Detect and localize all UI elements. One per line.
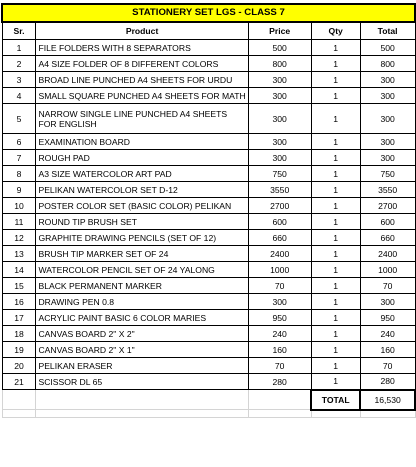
empty-cell[interactable] bbox=[248, 410, 311, 418]
table-row bbox=[2, 88, 415, 104]
row-total-cell[interactable]: 280 bbox=[360, 374, 415, 390]
table-row bbox=[2, 104, 415, 134]
row-product-cell[interactable]: POSTER COLOR SET (BASIC COLOR) PELIKAN bbox=[36, 198, 248, 214]
row-sr-cell[interactable]: 20 bbox=[2, 358, 36, 374]
row-sr-cell[interactable]: 4 bbox=[2, 88, 36, 104]
sheet-title: STATIONERY SET LGS - CLASS 7 bbox=[2, 4, 415, 22]
table-row bbox=[2, 374, 415, 390]
row-qty-cell[interactable]: 1 bbox=[311, 278, 360, 294]
row-product-cell[interactable]: FILE FOLDERS WITH 8 SEPARATORS bbox=[36, 40, 248, 56]
row-price-cell[interactable]: 750 bbox=[248, 166, 311, 182]
row-product-cell[interactable]: A4 SIZE FOLDER OF 8 DIFFERENT COLORS bbox=[36, 56, 248, 72]
row-price-cell[interactable]: 300 bbox=[248, 294, 311, 310]
row-sr-cell[interactable]: 5 bbox=[2, 104, 36, 134]
blank-cell[interactable] bbox=[36, 390, 248, 410]
row-total-cell[interactable]: 160 bbox=[360, 342, 415, 358]
table-row bbox=[2, 182, 415, 198]
row-product-cell[interactable]: BLACK PERMANENT MARKER bbox=[36, 278, 248, 294]
table-row bbox=[2, 246, 415, 262]
row-total-cell[interactable]: 300 bbox=[360, 134, 415, 150]
row-price-cell[interactable]: 300 bbox=[248, 72, 311, 88]
row-total-cell[interactable]: 300 bbox=[360, 72, 415, 88]
table-row bbox=[2, 278, 415, 294]
row-total-cell[interactable]: 70 bbox=[360, 278, 415, 294]
row-product-cell[interactable]: ACRYLIC PAINT BASIC 6 COLOR MARIES bbox=[36, 310, 248, 326]
row-price-cell[interactable]: 500 bbox=[248, 40, 311, 56]
row-total-cell[interactable]: 500 bbox=[360, 40, 415, 56]
row-qty-cell[interactable]: 1 bbox=[311, 134, 360, 150]
row-qty-cell[interactable]: 1 bbox=[311, 56, 360, 72]
row-sr-cell[interactable]: 11 bbox=[2, 214, 36, 230]
header-sr[interactable]: Sr. bbox=[2, 22, 36, 40]
table-row bbox=[2, 262, 415, 278]
row-product-cell[interactable]: EXAMINATION BOARD bbox=[36, 134, 248, 150]
row-sr-cell[interactable]: 14 bbox=[2, 262, 36, 278]
table-row bbox=[2, 150, 415, 166]
table-row bbox=[2, 230, 415, 246]
row-product-cell[interactable]: PELIKAN WATERCOLOR SET D-12 bbox=[36, 182, 248, 198]
row-total-cell[interactable]: 300 bbox=[360, 294, 415, 310]
empty-row bbox=[2, 410, 415, 418]
row-price-cell[interactable]: 3550 bbox=[248, 182, 311, 198]
row-total-cell[interactable]: 800 bbox=[360, 56, 415, 72]
row-qty-cell[interactable]: 1 bbox=[311, 246, 360, 262]
table-row bbox=[2, 358, 415, 374]
empty-cell[interactable] bbox=[360, 410, 415, 418]
row-product-cell[interactable]: NARROW SINGLE LINE PUNCHED A4 SHEETS FOR ENGLISH bbox=[36, 104, 248, 134]
row-price-cell[interactable]: 600 bbox=[248, 214, 311, 230]
table-row bbox=[2, 310, 415, 326]
table-row bbox=[2, 214, 415, 230]
total-value[interactable]: 16,530 bbox=[360, 390, 415, 410]
table-row bbox=[2, 134, 415, 150]
blank-cell[interactable] bbox=[248, 390, 311, 410]
row-product-cell[interactable]: A3 SIZE WATERCOLOR ART PAD bbox=[36, 166, 248, 182]
row-price-cell[interactable]: 800 bbox=[248, 56, 311, 72]
row-sr-cell[interactable]: 7 bbox=[2, 150, 36, 166]
row-product-cell[interactable]: ROUND TIP BRUSH SET bbox=[36, 214, 248, 230]
row-price-cell[interactable]: 240 bbox=[248, 326, 311, 342]
row-total-cell[interactable]: 240 bbox=[360, 326, 415, 342]
row-qty-cell[interactable]: 1 bbox=[311, 104, 360, 134]
row-product-cell[interactable]: BRUSH TIP MARKER SET OF 24 bbox=[36, 246, 248, 262]
row-total-cell[interactable]: 950 bbox=[360, 310, 415, 326]
row-total-cell[interactable]: 70 bbox=[360, 358, 415, 374]
header-total[interactable]: Total bbox=[360, 22, 415, 40]
table-row bbox=[2, 72, 415, 88]
row-sr-cell[interactable]: 12 bbox=[2, 230, 36, 246]
row-product-cell[interactable]: CANVAS BOARD 2" X 2" bbox=[36, 326, 248, 342]
row-product-cell[interactable]: PELIKAN ERASER bbox=[36, 358, 248, 374]
row-price-cell[interactable]: 300 bbox=[248, 88, 311, 104]
row-total-cell[interactable]: 1000 bbox=[360, 262, 415, 278]
row-price-cell[interactable]: 2700 bbox=[248, 198, 311, 214]
row-total-cell[interactable]: 2700 bbox=[360, 198, 415, 214]
row-sr-cell[interactable]: 15 bbox=[2, 278, 36, 294]
row-price-cell[interactable]: 70 bbox=[248, 358, 311, 374]
row-product-cell[interactable]: ROUGH PAD bbox=[36, 150, 248, 166]
row-sr-cell[interactable]: 3 bbox=[2, 72, 36, 88]
row-total-cell[interactable]: 750 bbox=[360, 166, 415, 182]
row-sr-cell[interactable]: 21 bbox=[2, 374, 36, 390]
row-sr-cell[interactable]: 19 bbox=[2, 342, 36, 358]
row-total-cell[interactable]: 600 bbox=[360, 214, 415, 230]
row-qty-cell[interactable]: 1 bbox=[311, 310, 360, 326]
row-price-cell[interactable]: 2400 bbox=[248, 246, 311, 262]
table-row bbox=[2, 342, 415, 358]
header-row bbox=[2, 22, 415, 40]
header-product[interactable]: Product bbox=[36, 22, 248, 40]
empty-cell[interactable] bbox=[311, 410, 360, 418]
table-row bbox=[2, 294, 415, 310]
row-total-cell[interactable]: 660 bbox=[360, 230, 415, 246]
row-product-cell[interactable]: BROAD LINE PUNCHED A4 SHEETS FOR URDU bbox=[36, 72, 248, 88]
row-sr-cell[interactable]: 18 bbox=[2, 326, 36, 342]
row-sr-cell[interactable]: 16 bbox=[2, 294, 36, 310]
row-qty-cell[interactable]: 1 bbox=[311, 40, 360, 56]
row-qty-cell[interactable]: 1 bbox=[311, 374, 360, 390]
row-total-cell[interactable]: 2400 bbox=[360, 246, 415, 262]
row-product-cell[interactable]: CANVAS BOARD 2" X 1" bbox=[36, 342, 248, 358]
row-price-cell[interactable]: 950 bbox=[248, 310, 311, 326]
blank-cell[interactable] bbox=[2, 390, 36, 410]
row-sr-cell[interactable]: 13 bbox=[2, 246, 36, 262]
header-price[interactable]: Price bbox=[248, 22, 311, 40]
row-product-cell[interactable]: WATERCOLOR PENCIL SET OF 24 YALONG bbox=[36, 262, 248, 278]
row-sr-cell[interactable]: 9 bbox=[2, 182, 36, 198]
row-sr-cell[interactable]: 10 bbox=[2, 198, 36, 214]
table-row bbox=[2, 326, 415, 342]
row-total-cell[interactable]: 300 bbox=[360, 104, 415, 134]
row-price-cell[interactable]: 70 bbox=[248, 278, 311, 294]
row-qty-cell[interactable]: 1 bbox=[311, 342, 360, 358]
stationery-table bbox=[1, 3, 416, 418]
table-row bbox=[2, 166, 415, 182]
row-qty-cell[interactable]: 1 bbox=[311, 262, 360, 278]
row-price-cell[interactable]: 660 bbox=[248, 230, 311, 246]
title-row bbox=[2, 4, 415, 22]
row-qty-cell[interactable]: 1 bbox=[311, 72, 360, 88]
row-sr-cell[interactable]: 1 bbox=[2, 40, 36, 56]
row-price-cell[interactable]: 160 bbox=[248, 342, 311, 358]
total-label[interactable]: TOTAL bbox=[311, 390, 360, 410]
row-sr-cell[interactable]: 8 bbox=[2, 166, 36, 182]
empty-cell[interactable] bbox=[36, 410, 248, 418]
row-qty-cell[interactable]: 1 bbox=[311, 198, 360, 214]
row-qty-cell[interactable]: 1 bbox=[311, 214, 360, 230]
row-qty-cell[interactable]: 1 bbox=[311, 182, 360, 198]
row-sr-cell[interactable]: 6 bbox=[2, 134, 36, 150]
row-product-cell[interactable]: GRAPHITE DRAWING PENCILS (SET OF 12) bbox=[36, 230, 248, 246]
row-price-cell[interactable]: 300 bbox=[248, 150, 311, 166]
table-row bbox=[2, 40, 415, 56]
row-price-cell[interactable]: 300 bbox=[248, 104, 311, 134]
row-price-cell[interactable]: 280 bbox=[248, 374, 311, 390]
row-total-cell[interactable]: 3550 bbox=[360, 182, 415, 198]
row-product-cell[interactable]: SMALL SQUARE PUNCHED A4 SHEETS FOR MATH bbox=[36, 88, 248, 104]
row-sr-cell[interactable]: 2 bbox=[2, 56, 36, 72]
table-row bbox=[2, 56, 415, 72]
row-qty-cell[interactable]: 1 bbox=[311, 150, 360, 166]
row-qty-cell[interactable]: 1 bbox=[311, 326, 360, 342]
total-row bbox=[2, 390, 415, 410]
row-product-cell[interactable]: DRAWING PEN 0.8 bbox=[36, 294, 248, 310]
empty-cell[interactable] bbox=[2, 410, 36, 418]
row-qty-cell[interactable]: 1 bbox=[311, 88, 360, 104]
table-row bbox=[2, 198, 415, 214]
row-qty-cell[interactable]: 1 bbox=[311, 294, 360, 310]
row-price-cell[interactable]: 300 bbox=[248, 134, 311, 150]
row-total-cell[interactable]: 300 bbox=[360, 88, 415, 104]
header-qty[interactable]: Qty bbox=[311, 22, 360, 40]
row-qty-cell[interactable]: 1 bbox=[311, 166, 360, 182]
row-product-cell[interactable]: SCISSOR DL 65 bbox=[36, 374, 248, 390]
row-sr-cell[interactable]: 17 bbox=[2, 310, 36, 326]
row-qty-cell[interactable]: 1 bbox=[311, 230, 360, 246]
row-total-cell[interactable]: 300 bbox=[360, 150, 415, 166]
row-qty-cell[interactable]: 1 bbox=[311, 358, 360, 374]
row-price-cell[interactable]: 1000 bbox=[248, 262, 311, 278]
